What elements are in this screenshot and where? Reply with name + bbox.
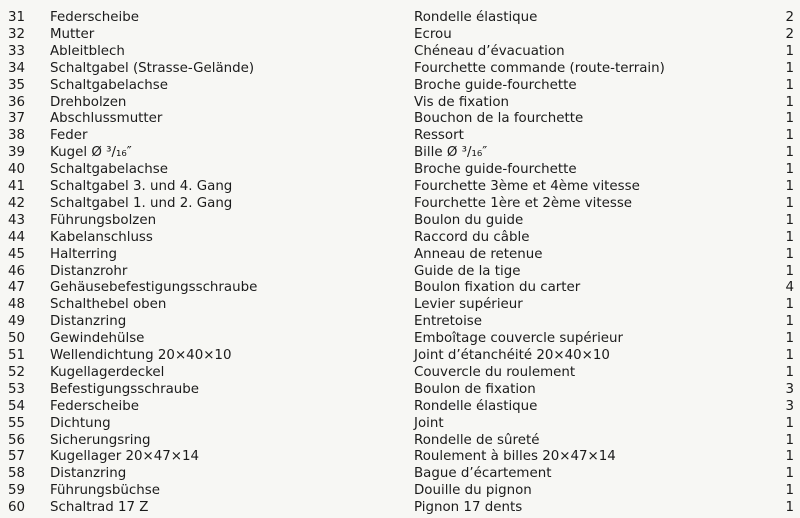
french-name: Bille Ø ³/₁₆″ [414,145,488,161]
quantity: 2 [785,26,794,42]
quantity: 2 [785,10,794,25]
parts-list-row [0,448,800,465]
part-number: 36 [8,94,26,110]
part-number: 46 [8,263,26,279]
quantity: 1 [785,43,794,59]
part-number: 49 [8,314,26,330]
part-number: 48 [8,297,26,313]
quantity: 1 [785,212,794,228]
part-number: 47 [8,280,26,296]
german-name: Kugellager 20×47×14 [50,449,200,465]
german-name: Ableitblech [50,43,125,59]
part-number: 60 [8,500,26,516]
part-number: 43 [8,212,26,228]
french-name: Broche guide-fourchette [414,77,577,93]
parts-list-row [0,499,800,516]
french-name: Rondelle élastique [414,10,538,25]
part-number: 40 [8,162,26,178]
german-name: Feder [50,128,88,144]
french-name: Guide de la tige [414,263,521,279]
french-name: Bouchon de la fourchette [414,111,584,127]
quantity: 1 [785,77,794,93]
german-name: Schaltgabelachse [50,162,168,178]
part-number: 44 [8,229,26,245]
french-name: Roulement à billes 20×47×14 [414,449,616,465]
quantity: 3 [785,381,794,397]
parts-list-row [0,263,800,280]
parts-list-row [0,212,800,229]
quantity: 1 [785,449,794,465]
german-name: Führungsbolzen [50,212,157,228]
french-name: Pignon 17 dents [414,500,523,516]
part-number: 54 [8,398,26,414]
part-number: 38 [8,128,26,144]
parts-list-row [0,60,800,77]
parts-list-row [0,26,800,43]
german-name: Federscheibe [50,398,139,414]
french-name: Broche guide-fourchette [414,162,577,178]
parts-list-row [0,9,800,26]
german-name: Drehbolzen [50,94,127,110]
quantity: 1 [785,246,794,262]
part-number: 55 [8,415,26,431]
part-number: 53 [8,381,26,397]
parts-list-row [0,110,800,127]
parts-list-row [0,144,800,161]
german-name: Führungsbüchse [50,483,160,499]
part-number: 50 [8,331,26,347]
german-name: Dichtung [50,415,111,431]
french-name: Ecrou [414,26,452,42]
part-number: 34 [8,60,26,76]
french-name: Emboîtage couvercle supérieur [414,331,624,347]
part-number: 41 [8,179,26,194]
quantity: 1 [785,314,794,330]
german-name: Kugellagerdeckel [50,364,165,380]
part-number: 32 [8,26,26,42]
quantity: 1 [785,348,794,363]
german-name: Schaltgabel (Strasse-Gelände) [50,60,255,76]
part-number: 45 [8,246,26,262]
parts-list-row [0,246,800,263]
parts-list-row [0,127,800,144]
parts-list-row [0,296,800,313]
french-name: Fourchette 3ème et 4ème vitesse [414,179,640,194]
parts-list-row [0,195,800,212]
quantity: 1 [785,229,794,245]
parts-list-row [0,229,800,246]
part-number: 33 [8,43,26,59]
german-name: Schaltgabel 3. und 4. Gang [50,179,233,194]
parts-list-row [0,381,800,398]
part-number: 52 [8,364,26,380]
quantity: 1 [785,195,794,211]
part-number: 58 [8,466,26,482]
german-name: Gewindehülse [50,331,145,347]
french-name: Couvercle du roulement [414,364,576,380]
part-number: 39 [8,145,26,161]
part-number: 59 [8,483,26,499]
quantity: 1 [785,128,794,144]
quantity: 1 [785,179,794,194]
french-name: Douille du pignon [414,483,532,499]
quantity: 1 [785,297,794,313]
part-number: 31 [8,10,26,25]
french-name: Ressort [414,128,464,144]
french-name: Joint [414,415,444,431]
french-name: Entretoise [414,314,483,330]
parts-list-row [0,432,800,449]
quantity: 1 [785,415,794,431]
quantity: 1 [785,500,794,516]
french-name: Anneau de retenue [414,246,543,262]
german-name: Schaltgabel 1. und 2. Gang [50,195,233,211]
parts-list-row [0,482,800,499]
german-name: Abschlussmutter [50,111,163,127]
part-number: 42 [8,195,26,211]
french-name: Joint d’étanchéité 20×40×10 [414,348,610,363]
french-name: Bague d’écartement [414,466,552,482]
part-number: 57 [8,449,26,465]
parts-list-row [0,313,800,330]
quantity: 1 [785,162,794,178]
parts-list-row [0,43,800,60]
german-name: Distanzrohr [50,263,128,279]
french-name: Levier supérieur [414,297,523,313]
parts-list-row [0,398,800,415]
german-name: Schaltrad 17 Z [50,500,149,516]
german-name: Gehäusebefestigungsschraube [50,280,258,296]
french-name: Boulon fixation du carter [414,280,581,296]
quantity: 4 [785,280,794,296]
french-name: Chéneau d’évacuation [414,43,565,59]
german-name: Schaltgabelachse [50,77,168,93]
quantity: 1 [785,111,794,127]
quantity: 1 [785,263,794,279]
quantity: 1 [785,145,794,161]
parts-list-row [0,465,800,482]
quantity: 1 [785,364,794,380]
french-name: Fourchette commande (route-terrain) [414,60,665,76]
parts-list-row [0,178,800,195]
german-name: Halterring [50,246,117,262]
german-name: Wellendichtung 20×40×10 [50,348,232,363]
part-number: 37 [8,111,26,127]
german-name: Mutter [50,26,95,42]
german-name: Distanzring [50,466,127,482]
quantity: 1 [785,60,794,76]
parts-list-row [0,94,800,111]
german-name: Kugel Ø ³/₁₆″ [50,145,132,161]
quantity: 1 [785,432,794,448]
french-name: Fourchette 1ère et 2ème vitesse [414,195,633,211]
part-number: 35 [8,77,26,93]
quantity: 1 [785,466,794,482]
part-number: 56 [8,432,26,448]
german-name: Distanzring [50,314,127,330]
french-name: Boulon du guide [414,212,524,228]
parts-list-row [0,330,800,347]
german-name: Schalthebel oben [50,297,167,313]
quantity: 1 [785,483,794,499]
french-name: Boulon de fixation [414,381,536,397]
german-name: Befestigungsschraube [50,381,200,397]
german-name: Kabelanschluss [50,229,153,245]
quantity: 1 [785,94,794,110]
parts-list-row [0,347,800,364]
parts-list-row [0,364,800,381]
french-name: Rondelle de sûreté [414,432,540,448]
french-name: Raccord du câble [414,229,530,245]
parts-list-row [0,279,800,296]
quantity: 1 [785,331,794,347]
french-name: Rondelle élastique [414,398,538,414]
german-name: Sicherungsring [50,432,151,448]
parts-list-row [0,77,800,94]
parts-list-row [0,161,800,178]
quantity: 3 [785,398,794,414]
parts-list-row [0,415,800,432]
part-number: 51 [8,348,26,363]
french-name: Vis de fixation [414,94,510,110]
german-name: Federscheibe [50,10,139,25]
